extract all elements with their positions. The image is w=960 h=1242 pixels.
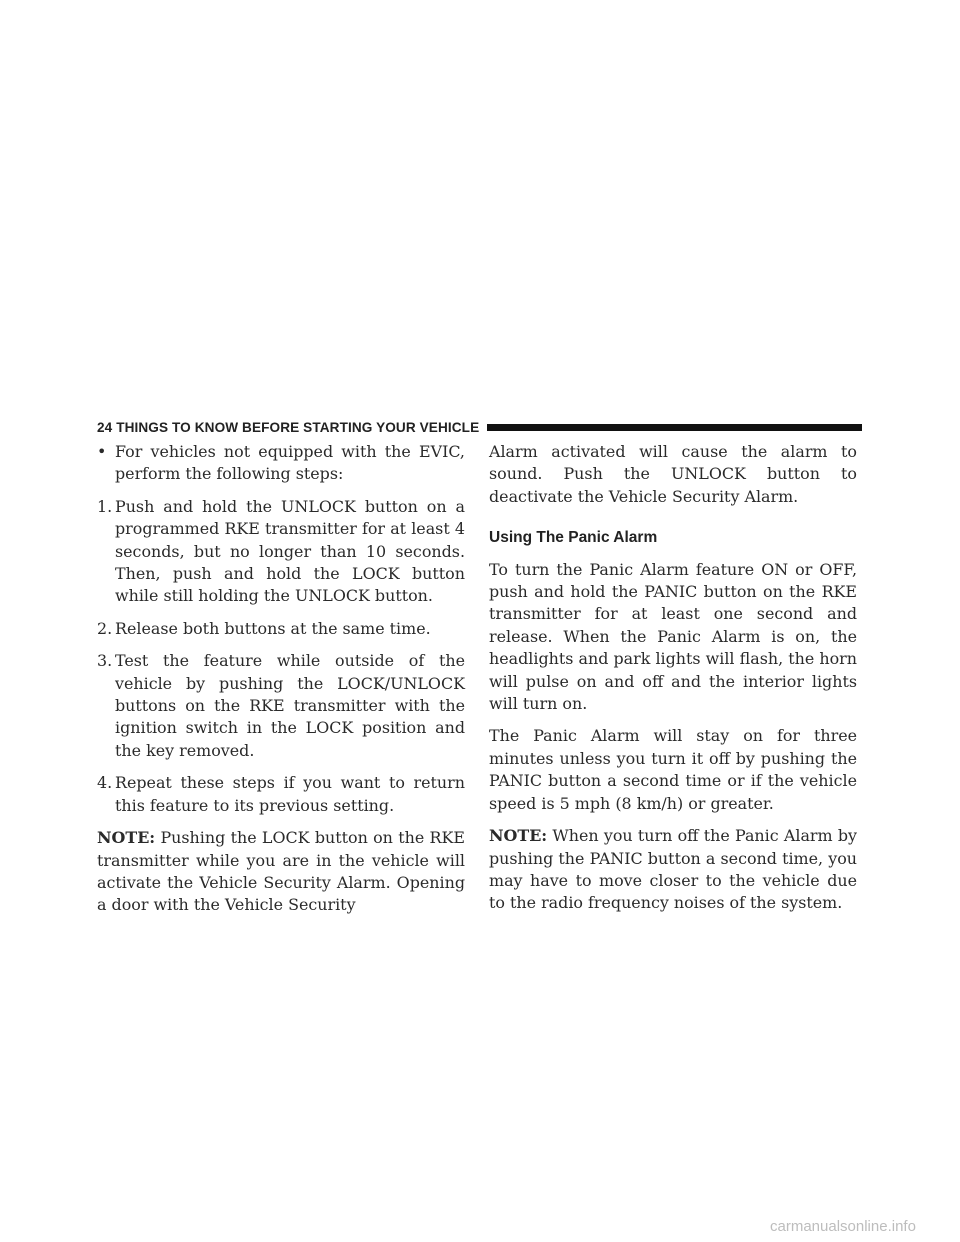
step-number: 1. <box>97 496 113 516</box>
panic-alarm-paragraph-2: The Panic Alarm will stay on for three minutes unless you turn it off by pushing the PANIC button a second time or if the vehicle speed is 5 mph (8 km/h) or greater. <box>489 726 857 813</box>
step-3 <box>97 650 465 762</box>
step-2 <box>97 618 465 640</box>
step-text: Test the feature while outside of the vehicle by pushing the LOCK/UNLOCK buttons on the RKE transmitter with the ignition switch in the LOCK position and the key removed. <box>115 651 465 760</box>
watermark: carmanualsonline.info <box>770 1218 916 1235</box>
step-number: 4. <box>97 773 113 793</box>
page-header-title: 24 THINGS TO KNOW BEFORE STARTING YOUR VEHICLE <box>97 419 480 435</box>
step-text: Push and hold the UNLOCK button on a programmed RKE transmitter for at least 4 seconds, but no longer than 10 seconds. Then, push and hold the LOCK button while still holding the UNLOCK button. <box>115 496 465 606</box>
right-column <box>489 441 857 925</box>
note-label: NOTE: <box>97 828 156 848</box>
step-4 <box>97 772 465 817</box>
bullet-item <box>97 441 465 486</box>
step-number: 3. <box>97 651 113 671</box>
continuation-paragraph: Alarm activated will cause the alarm to sound. Push the UNLOCK button to deactivate the Vehicle Security Alarm. <box>489 442 857 506</box>
header-rule <box>487 424 862 431</box>
note-paragraph <box>97 827 465 917</box>
step-text: Release both buttons at the same time. <box>115 618 431 638</box>
bullet-text: For vehicles not equipped with the EVIC, perform the following steps: <box>115 442 465 484</box>
note-label: NOTE: <box>489 826 548 846</box>
left-column <box>97 441 465 927</box>
note-text: When you turn off the Panic Alarm by pushing the PANIC button a second time, you may have to move closer to the vehicle due to the radio frequency noises of the system. <box>489 826 857 913</box>
step-1 <box>97 496 465 608</box>
page-header <box>97 417 862 437</box>
note-paragraph <box>489 825 857 915</box>
step-number: 2. <box>97 618 113 638</box>
section-heading: Using The Panic Alarm <box>489 529 658 547</box>
step-text: Repeat these steps if you want to return this feature to its previous setting. <box>115 773 465 815</box>
bullet-icon: • <box>97 442 107 461</box>
panic-alarm-paragraph-1: To turn the Panic Alarm feature ON or OFF, push and hold the PANIC button on the RKE transmitter for at least one second and release. When the Panic Alarm is on, the headlights and park lights will flash, the horn will pulse on and off and the interior lights will turn on. <box>489 559 857 714</box>
note-text: Pushing the LOCK button on the RKE transmitter while you are in the vehicle will activate the Vehicle Security Alarm. Opening a door with the Vehicle Security <box>97 828 465 915</box>
